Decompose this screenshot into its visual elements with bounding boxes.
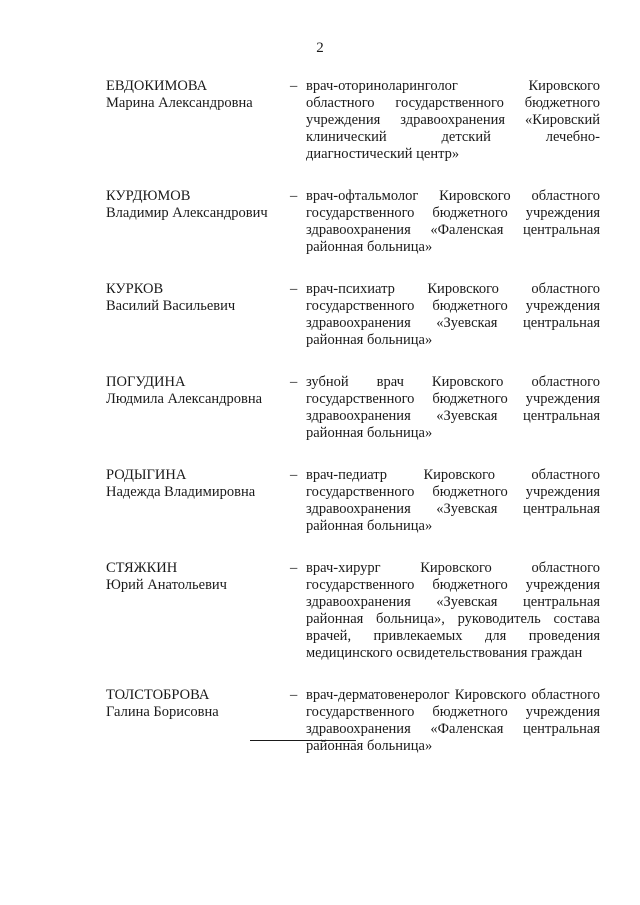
separator-dash: – [290,467,298,483]
person-position: зубной врач Кировского областного государственного бюджетного учреждения здравоохранения «Зуевская центральная районная больница» [306,374,600,441]
separator-dash: – [290,374,298,390]
person-position: врач-оториноларинголог Кировского областного государственного бюджетного учреждения здравоохранения «Кировский клинический детский лечебно-диагностический центр» [306,78,600,162]
roster-entry [106,188,600,256]
roster-entry [106,374,600,442]
person-surname: РОДЫГИНА [106,467,187,483]
person-position: врач-хирург Кировского областного государственного бюджетного учреждения здравоохранения «Зуевская центральная районная больница», руководитель состава врачей, привлекаемых для проведения медицинского освидетельствования граждан [306,560,600,661]
commission-roster [106,78,600,780]
person-surname: КУРДЮМОВ [106,188,191,204]
person-given-names: Людмила Александровна [106,391,263,407]
person-given-names: Юрий Анатольевич [106,577,227,593]
person-name [106,78,290,112]
roster-entry [106,467,600,535]
person-name [106,281,290,315]
person-position: врач-психиатр Кировского областного государственного бюджетного учреждения здравоохранения «Зуевская центральная районная больница» [306,281,600,348]
person-position: врач-офтальмолог Кировского областного государственного бюджетного учреждения здравоохранения «Фаленская центральная районная больница» [306,188,600,255]
person-name [106,560,290,594]
person-given-names: Надежда Владимировна [106,484,256,500]
person-given-names: Василий Васильевич [106,298,236,314]
closing-rule [250,740,356,741]
person-given-names: Галина Борисовна [106,704,219,720]
separator-dash: – [290,188,298,204]
roster-entry [106,560,600,662]
roster-entry [106,687,600,755]
person-position: врач-дерматовенеролог Кировского областного государственного бюджетного учреждения здравоохранения «Фаленская центральная районная больница» [306,687,600,754]
person-name [106,467,290,501]
roster-entry [106,78,600,163]
person-given-names: Владимир Александрович [106,205,268,221]
separator-dash: – [290,687,298,703]
roster-entry [106,281,600,349]
person-surname: КУРКОВ [106,281,164,297]
page-number: 2 [316,40,324,56]
person-name [106,687,290,721]
person-surname: ТОЛСТОБРОВА [106,687,210,703]
separator-dash: – [290,281,298,297]
separator-dash: – [290,78,298,94]
person-surname: СТЯЖКИН [106,560,178,576]
person-surname: ЕВДОКИМОВА [106,78,208,94]
person-name [106,188,290,222]
person-surname: ПОГУДИНА [106,374,186,390]
person-position: врач-педиатр Кировского областного государственного бюджетного учреждения здравоохранения «Зуевская центральная районная больница» [306,467,600,534]
separator-dash: – [290,560,298,576]
person-given-names: Марина Александровна [106,95,253,111]
person-name [106,374,290,408]
